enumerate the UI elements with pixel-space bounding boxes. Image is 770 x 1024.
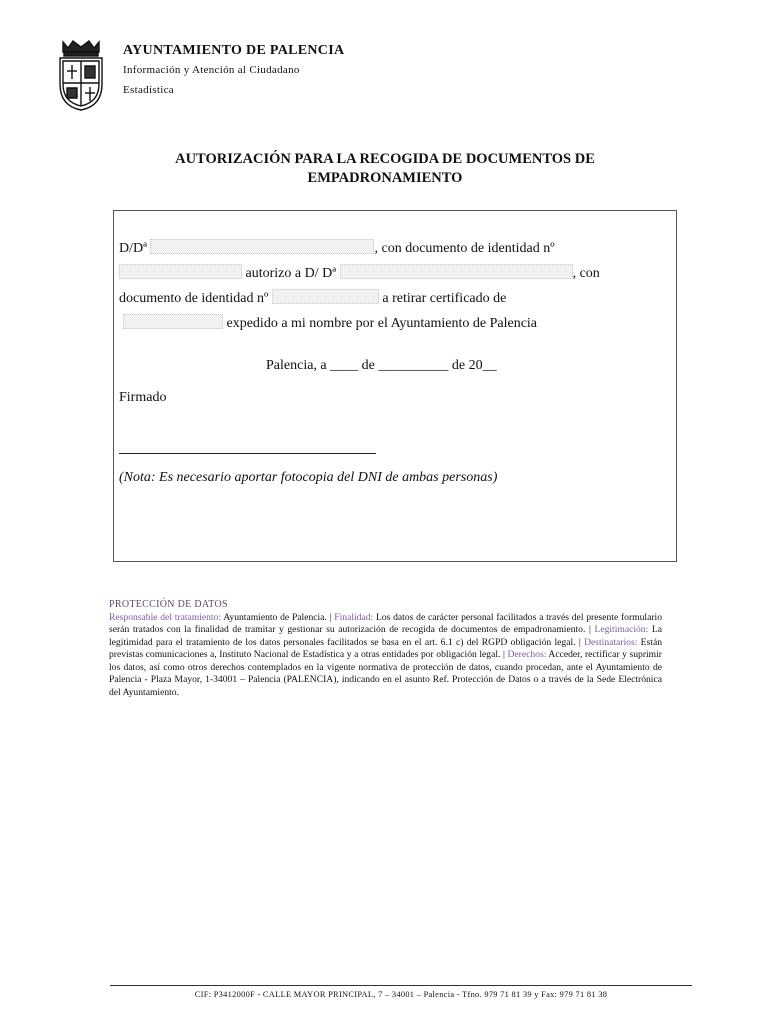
section-name: Estadística: [123, 84, 174, 96]
form-line-3: documento de identidad nº a retirar certificado de: [119, 291, 507, 306]
dni-note: (Nota: Es necesario aportar fotocopia del DNI de ambas personas): [119, 470, 498, 485]
coat-of-arms-logo: [55, 38, 107, 112]
form-line-1: D/Dª , con documento de identidad nº: [119, 241, 555, 256]
document-title: AUTORIZACIÓN PARA LA RECOGIDA DE DOCUMENTOS DE EMPADRONAMIENTO: [175, 151, 595, 186]
footer-divider: [110, 985, 692, 986]
authorizer-id-field[interactable]: [119, 264, 242, 279]
footer-contact: CIF: P3412000F - CALLE MAYOR PRINCIPAL, 7 – 34001 – Palencia - Tfno. 979 71 81 39 y Fax: 979 71 81 38: [194, 990, 608, 999]
authorizer-name-field[interactable]: [150, 239, 374, 254]
certificate-type-field[interactable]: [123, 314, 223, 329]
data-protection-heading: PROTECCIÓN DE DATOS: [109, 599, 228, 610]
authorization-form-box: [113, 210, 677, 562]
signature-line: [119, 453, 376, 454]
form-line-2: autorizo a D/ Dª , con: [119, 264, 600, 283]
form-line-4: expedido a mi nombre por el Ayuntamiento de Palencia: [119, 314, 537, 333]
department-name: Información y Atención al Ciudadano: [123, 64, 300, 76]
signed-label: Firmado: [119, 390, 167, 405]
data-protection-section: [109, 599, 662, 699]
authorized-name-field[interactable]: [340, 264, 573, 279]
authorized-id-field[interactable]: [272, 289, 379, 304]
date-line: Palencia, a ____ de __________ de 20__: [266, 358, 497, 373]
data-protection-text: Responsable del tratamiento: Ayuntamiento de Palencia. | Finalidad: Los datos de carácter personal facilitados a través del presente formulario serán tratados con la finalidad de tramitar y gestionar su autorización de recogida de documentos de empadronamiento. | Legitimación: La legitimidad para el tratamiento de los datos personales facilitados se basa en el art. 6.1 c) del RGPD obligación legal. | Destinatarios: Están previstas comunicaciones a, Instituto Nacional de Estadística y a otras entidades por obligación legal. | Derechos: Acceder, rectificar y suprimir los datos, así como otros derechos contemplados en la vigente normativa de protección de datos, cuando procedan, ante el Ayuntamiento de Palencia - Plaza Mayor, 1-34001 – Palencia (PALENCIA), indicando en el asunto Ref. Protección de Datos o a través de la Sede Electrónica del Ayuntamiento.: [109, 611, 663, 698]
organization-name: AYUNTAMIENTO DE PALENCIA: [123, 43, 345, 58]
